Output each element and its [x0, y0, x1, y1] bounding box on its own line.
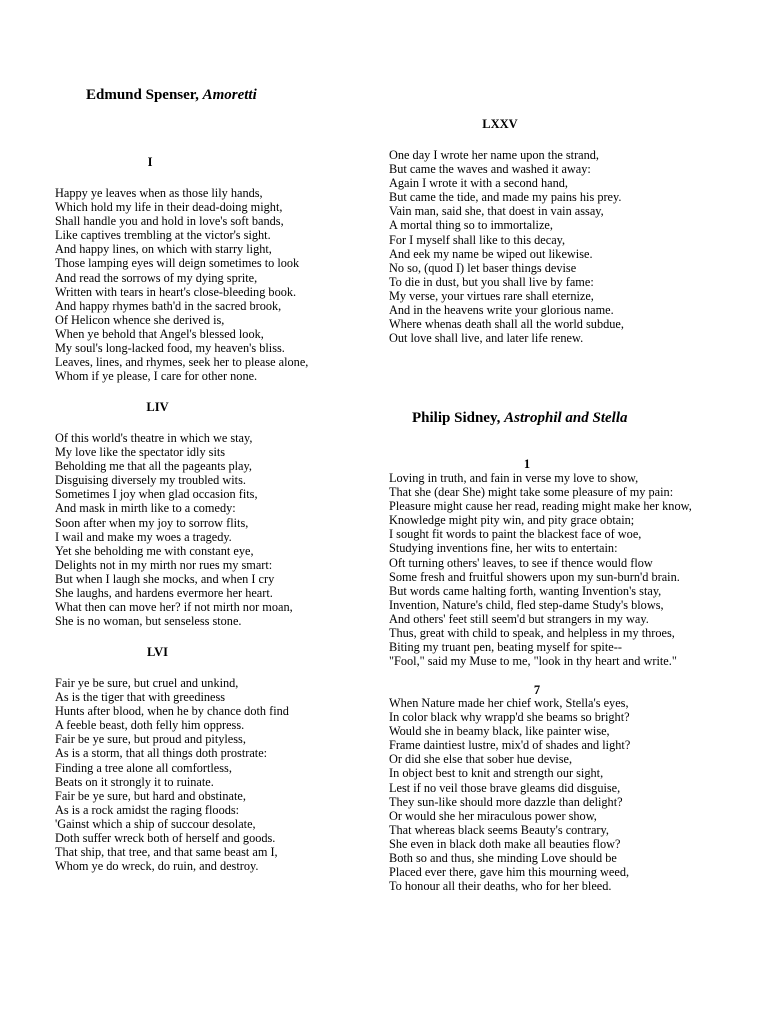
- poem-line: Fair ye be sure, but cruel and unkind,: [55, 676, 239, 690]
- poem-line: For I myself shall like to this decay,: [389, 232, 566, 247]
- poem-line: As is a storm, that all things doth prostrate:: [55, 746, 268, 761]
- spenser-work-title: Amoretti: [202, 87, 257, 103]
- poem-line: Out love shall live, and later life renew.: [389, 331, 584, 346]
- poem-line: She even in black doth make all beauties flow?: [389, 836, 621, 851]
- poem-line: Studying inventions fine, her wits to entertain:: [389, 541, 618, 556]
- poem-line: In color black why wrapp'd she beams so bright?: [389, 710, 630, 725]
- poem-line: Soon after when my joy to sorrow flits,: [55, 515, 249, 530]
- poem-line: Thus, great with child to speak, and helpless in my throes,: [389, 626, 675, 641]
- poem-line: Yet she beholding me with constant eye,: [55, 543, 254, 558]
- poem-line: "Fool," said my Muse to me, "look in thy heart and write.": [389, 654, 677, 669]
- sonnet-body-I: [55, 186, 308, 383]
- poem-line: 'Gainst which a ship of succour desolate,: [55, 816, 256, 831]
- poem-line: But came the waves and washed it away:: [389, 162, 591, 177]
- poem-line: Like captives trembling at the victor's sight.: [55, 228, 271, 243]
- poem-line: Some fresh and fruitful showers upon my sun-burn'd brain.: [389, 569, 680, 584]
- poem-line: And read the sorrows of my dying sprite,: [55, 270, 258, 285]
- poem-line: As is the tiger that with greediness: [55, 690, 226, 705]
- poem-line: Sometimes I joy when glad occasion fits,: [55, 487, 258, 502]
- poem-line: Written with tears in heart's close-bleeding book.: [55, 284, 297, 299]
- poem-line: Invention, Nature's child, fled step-dame Study's blows,: [389, 597, 664, 612]
- poem-line: Whom if ye please, I care for other none.: [55, 369, 258, 384]
- sonnet-body-LVI: [55, 676, 289, 873]
- poem-line: Delights not in my mirth nor rues my smart:: [55, 557, 273, 572]
- poem-line: Whom ye do wreck, do ruin, and destroy.: [55, 859, 259, 874]
- poem-line: When Nature made her chief work, Stella's eyes,: [389, 696, 629, 710]
- sonnet-body-1: [389, 471, 692, 668]
- poem-line: Those lamping eyes will deign sometimes to look: [55, 256, 300, 271]
- sonnet-body-LXXV: [389, 148, 624, 345]
- poem-line: Fair be ye sure, but proud and pityless,: [55, 732, 246, 747]
- sonnet-body-7: [389, 696, 630, 893]
- poem-line: Would she in beamy black, like painter wise,: [389, 724, 610, 739]
- sonnet-title-I: I: [147, 155, 153, 169]
- poem-line: And happy lines, on which with starry light,: [55, 242, 272, 257]
- poem-line: Knowledge might pity win, and pity grace obtain;: [389, 513, 635, 528]
- poem-line: Hunts after blood, when he by chance doth find: [55, 704, 289, 719]
- poem-line: When ye behold that Angel's blessed look,: [55, 326, 264, 341]
- poem-line: Biting my truant pen, beating myself for spite--: [389, 640, 622, 655]
- poem-line: Oft turning others' leaves, to see if thence would flow: [389, 555, 653, 570]
- sonnet-title-1: 1: [523, 457, 531, 471]
- poem-line: Pleasure might cause her read, reading might make her know,: [389, 499, 692, 514]
- poem-line: They sun-like should more dazzle than delight?: [389, 794, 623, 809]
- poem-line: Lest if no veil those brave gleams did disguise,: [389, 780, 621, 795]
- poem-line: My love like the spectator idly sits: [55, 445, 226, 460]
- poem-line: But words came halting forth, wanting Invention's stay,: [389, 583, 662, 598]
- poem-line: Loving in truth, and fain in verse my love to show,: [389, 471, 639, 485]
- poem-line: Or would she her miraculous power show,: [389, 808, 597, 823]
- poem-line: Doth suffer wreck both of herself and goods.: [55, 831, 276, 846]
- poem-line: One day I wrote her name upon the strand,: [389, 148, 600, 162]
- poem-line: And mask in mirth like to a comedy:: [55, 501, 236, 516]
- poem-line: Disguising diversely my troubled wits.: [55, 473, 246, 488]
- poem-line: Both so and thus, she minding Love should be: [389, 851, 617, 866]
- sidney-work-title: Astrophil and Stella: [504, 410, 628, 426]
- poem-line: Or did she else that sober hue devise,: [389, 752, 573, 767]
- poem-line: A mortal thing so to immortalize,: [389, 218, 553, 233]
- sidney-heading: [412, 409, 628, 427]
- poem-line: What then can move her? if not mirth nor moan,: [55, 600, 293, 615]
- poem-line: Vain man, said she, that doest in vain assay,: [389, 204, 604, 219]
- poem-line: To die in dust, but you shall live by fame:: [389, 274, 594, 289]
- sonnet-title-LIV: LIV: [146, 400, 169, 414]
- poem-line: I wail and make my woes a tragedy.: [55, 529, 232, 544]
- poem-line: And happy rhymes bath'd in the sacred brook,: [55, 298, 282, 313]
- poem-line: Beholding me that all the pageants play,: [55, 459, 252, 474]
- poem-line: My verse, your virtues rare shall eternize,: [389, 288, 594, 303]
- sonnet-title-7: 7: [533, 683, 541, 697]
- poem-line: To honour all their deaths, who for her bleed.: [389, 879, 612, 894]
- poem-line: I sought fit words to paint the blackest face of woe,: [389, 527, 642, 542]
- poem-line: Placed ever there, gave him this mourning weed,: [389, 865, 630, 880]
- sidney-author: Philip Sidney,: [412, 410, 505, 426]
- poem-line: She is no woman, but senseless stone.: [55, 614, 242, 629]
- poem-line: No so, (quod I) let baser things devise: [389, 260, 577, 275]
- poem-line: My soul's long-lacked food, my heaven's bliss.: [55, 341, 285, 356]
- poem-line: Of Helicon whence she derived is,: [55, 312, 225, 327]
- spenser-author: Edmund Spenser,: [86, 87, 203, 103]
- poem-line: But came the tide, and made my pains his prey.: [389, 190, 622, 205]
- sonnet-title-LXXV: LXXV: [482, 117, 518, 131]
- poem-line: That she (dear She) might take some pleasure of my pain:: [389, 485, 674, 500]
- poem-line: Of this world's theatre in which we stay,: [55, 431, 253, 445]
- poem-line: Happy ye leaves when as those lily hands,: [55, 186, 263, 200]
- poem-line: Beats on it strongly it to ruinate.: [55, 774, 214, 789]
- poem-line: But when I laugh she mocks, and when I cry: [55, 571, 275, 586]
- poem-line: Again I wrote it with a second hand,: [389, 176, 568, 191]
- poem-line: A feeble beast, doth felly him oppress.: [55, 718, 245, 733]
- poem-line: And in the heavens write your glorious name.: [389, 303, 614, 318]
- poem-line: In object best to knit and strength our sight,: [389, 766, 604, 781]
- poem-line: Finding a tree alone all comfortless,: [55, 760, 232, 775]
- poem-line: As is a rock amidst the raging floods:: [55, 802, 240, 817]
- poem-line: She laughs, and hardens evermore her heart.: [55, 586, 273, 601]
- poem-line: Fair be ye sure, but hard and obstinate,: [55, 788, 246, 803]
- poem-line: Shall handle you and hold in love's soft bands,: [55, 214, 284, 229]
- poem-line: Frame daintiest lustre, mix'd of shades and light?: [389, 738, 631, 753]
- poem-line: And eek my name be wiped out likewise.: [389, 246, 593, 261]
- spenser-heading: [86, 86, 257, 104]
- sonnet-body-LIV: [55, 431, 293, 628]
- poem-line: Which hold my life in their dead-doing might,: [55, 200, 283, 215]
- poem-line: And others' feet still seem'd but strangers in my way.: [389, 611, 649, 626]
- poem-line: That whereas black seems Beauty's contrary,: [389, 822, 609, 837]
- poem-line: That ship, that tree, and that same beast am I,: [55, 845, 278, 860]
- sonnet-title-LVI: LVI: [146, 645, 169, 659]
- poem-line: Leaves, lines, and rhymes, seek her to please alone,: [55, 355, 309, 370]
- poem-line: Where whenas death shall all the world subdue,: [389, 317, 624, 332]
